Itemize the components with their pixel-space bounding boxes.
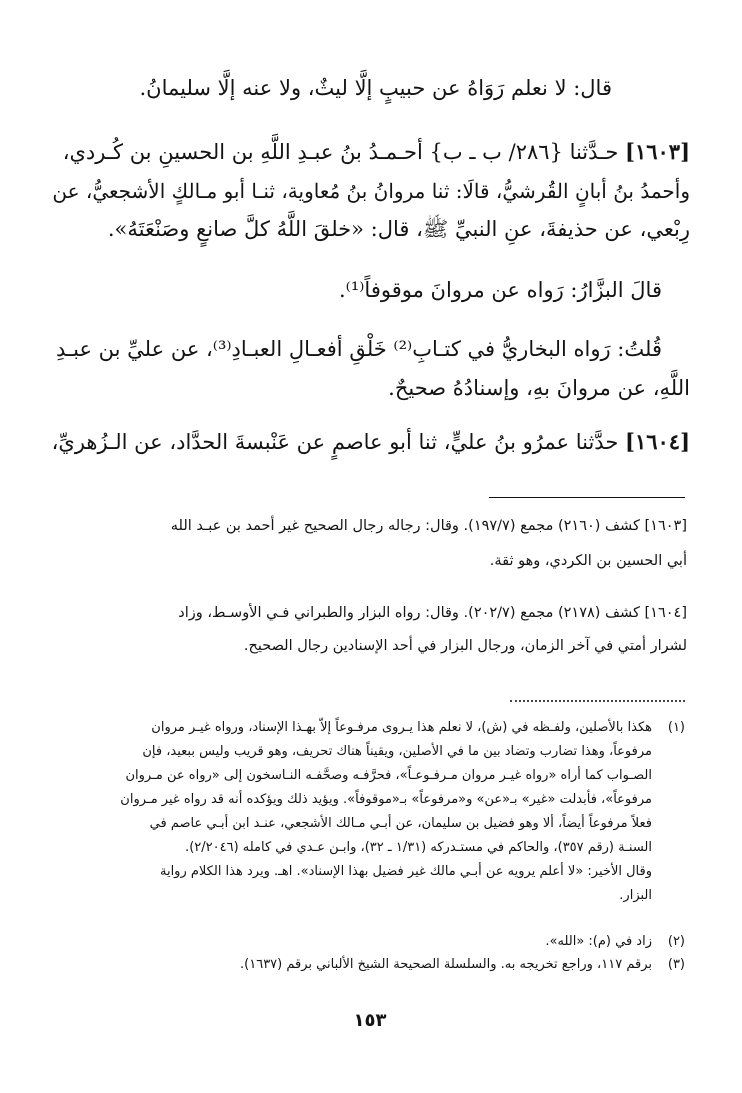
footnote-1-line-4: مرفوعاً»، فأبدلت «غير» بـ«عن» و«مرفوعاً» بـ«موقوفاً». ويؤيد ذلك ويؤكده أنه قد رواه غير مـروان	[120, 792, 652, 807]
hadith-1603-text-1: حـدَّثنا {٢٨٦/ ب ـ ب} أحـمـدُ بنُ عبـدِ اللَّهِ بن الحسينِ بن كُـردي،	[62, 140, 619, 164]
hadith-1603-line-3: رِبْعي، عن حذيفةَ، عنِ النبيِّ ﷺ، قال: «خلقَ اللَّهُ كلَّ صانعٍ وصَنْعَتَهُ».	[107, 217, 690, 241]
footnote-1-line-7: وقال الأخير: «لا أعلم يرويه عن أبـي مالك غير فضيل بهذا الإسناد». اهـ. ويرد هذا الكلام رواية	[159, 864, 652, 879]
takhrij-1604-line-2: لشرار أمتي في آخر الزمان، ورجال البزار في أحد الإسنادين رجال الصحيح.	[243, 638, 687, 654]
hadith-number-1603: [١٦٠٣]	[625, 139, 690, 164]
takhrij-1603-line-2: أبي الحسين بن الكردي، وهو ثقة.	[489, 553, 687, 569]
footnote-3-text: برقم ١١٧، وراجع تخريجه به. والسلسلة الصحيحة الشيخ الألباني برقم (١٦٣٧).	[240, 957, 652, 972]
hadith-1603-line-2: وأحمدُ بنُ أبانٍ القُرشيُّ، قالَا: ثنا مروانُ بنُ مُعاوية، ثنـا أبو مـالكٍ الأشجعيُّ، عن	[52, 179, 690, 203]
hadith-1604-text-1: حدَّثنا عمرُو بنُ عليٍّ، ثنا أبو عاصمٍ عن عَنْبسةَ الحدَّاد، عن الـزُهريِّ،	[51, 430, 619, 454]
main-line-1: قال: لا نعلم رَوَاهُ عن حبيبٍ إلَّا ليثٌ، ولا عنه إلَّا سليمانُ.	[139, 76, 612, 100]
qultu-line-1: قُلتُ: رَواه البخاريُّ في كتـابِ⁽²⁾ خَلْقِ أفعـالِ العبـادِ⁽³⁾، عن عليِّ بن عبـدِ	[55, 337, 662, 361]
footnote-1-line-8: البزار.	[619, 888, 652, 903]
footnote-1-line-1: هكذا بالأصلين، ولفـظه في (ش)، لا نعلم هذا يـروى مرفـوعاً إلاّ بهـذا الإسناد، ورواه غيـر مروان	[151, 720, 652, 735]
footnote-1-line-2: مرفوعاً، وهذا تضارب وتضاد بين ما في الأصلين، ويقيناً هناك تحريف، وهو قريب وليس ببعيد، فإن	[142, 744, 652, 759]
footnote-separator-rule	[489, 497, 685, 498]
footnote-1-line-6: السنـة (رقم ٣٥٧)، والحاكم في مستـدركه (١/٣١ ـ ٣٢)، وابـن عـدي في كامله (٢/٢٠٤٦).	[185, 840, 652, 855]
hadith-1603-line-1	[63, 139, 690, 164]
dotted-separator	[510, 700, 685, 702]
footnote-2-text: زاد في (م): «الله».	[545, 934, 652, 949]
footnote-marker-1: (١)	[667, 720, 685, 735]
qultu-line-2: اللَّهِ، عن مروانَ بهِ، وإسنادُهُ صحيحٌ.	[388, 376, 690, 400]
takhrij-1603-line-1: [١٦٠٣] كشف (٢١٦٠) مجمع (١٩٧/٧). وقال: رجاله رجال الصحيح غير أحمد بن عبـد الله	[170, 518, 687, 534]
takhrij-1604-line-1: [١٦٠٤] كشف (٢١٧٨) مجمع (٢٠٢/٧). وقال: رواه البزار والطبراني فـي الأوسـط، وزاد	[178, 605, 687, 621]
footnote-1-line-3: الصـواب كما أراه «رواه غيـر مروان مـرفـوعـاً»، فحرَّفـه وصحَّفـه النـاسخون إلى «رواه عن مـروان	[125, 768, 652, 783]
footnote-1-line-5: فعلاً مرفوعاً أيضاً، ألا وهو فضيل بن سليمان، عن أبـي مـالك الأشجعي، عنـد ابن أبـي عاصم في	[149, 816, 652, 831]
footnote-marker-2: (٢)	[667, 934, 685, 949]
hadith-number-1604: [١٦٠٤]	[625, 429, 690, 454]
bazzar-comment: قالَ البزَّارُ: رَواه عن مروانَ موقوفاً⁽¹⁾.	[339, 278, 662, 302]
footnote-marker-3: (٣)	[667, 957, 685, 972]
hadith-1604-line-1	[52, 429, 690, 454]
page-number: ١٥٣	[353, 1010, 387, 1031]
